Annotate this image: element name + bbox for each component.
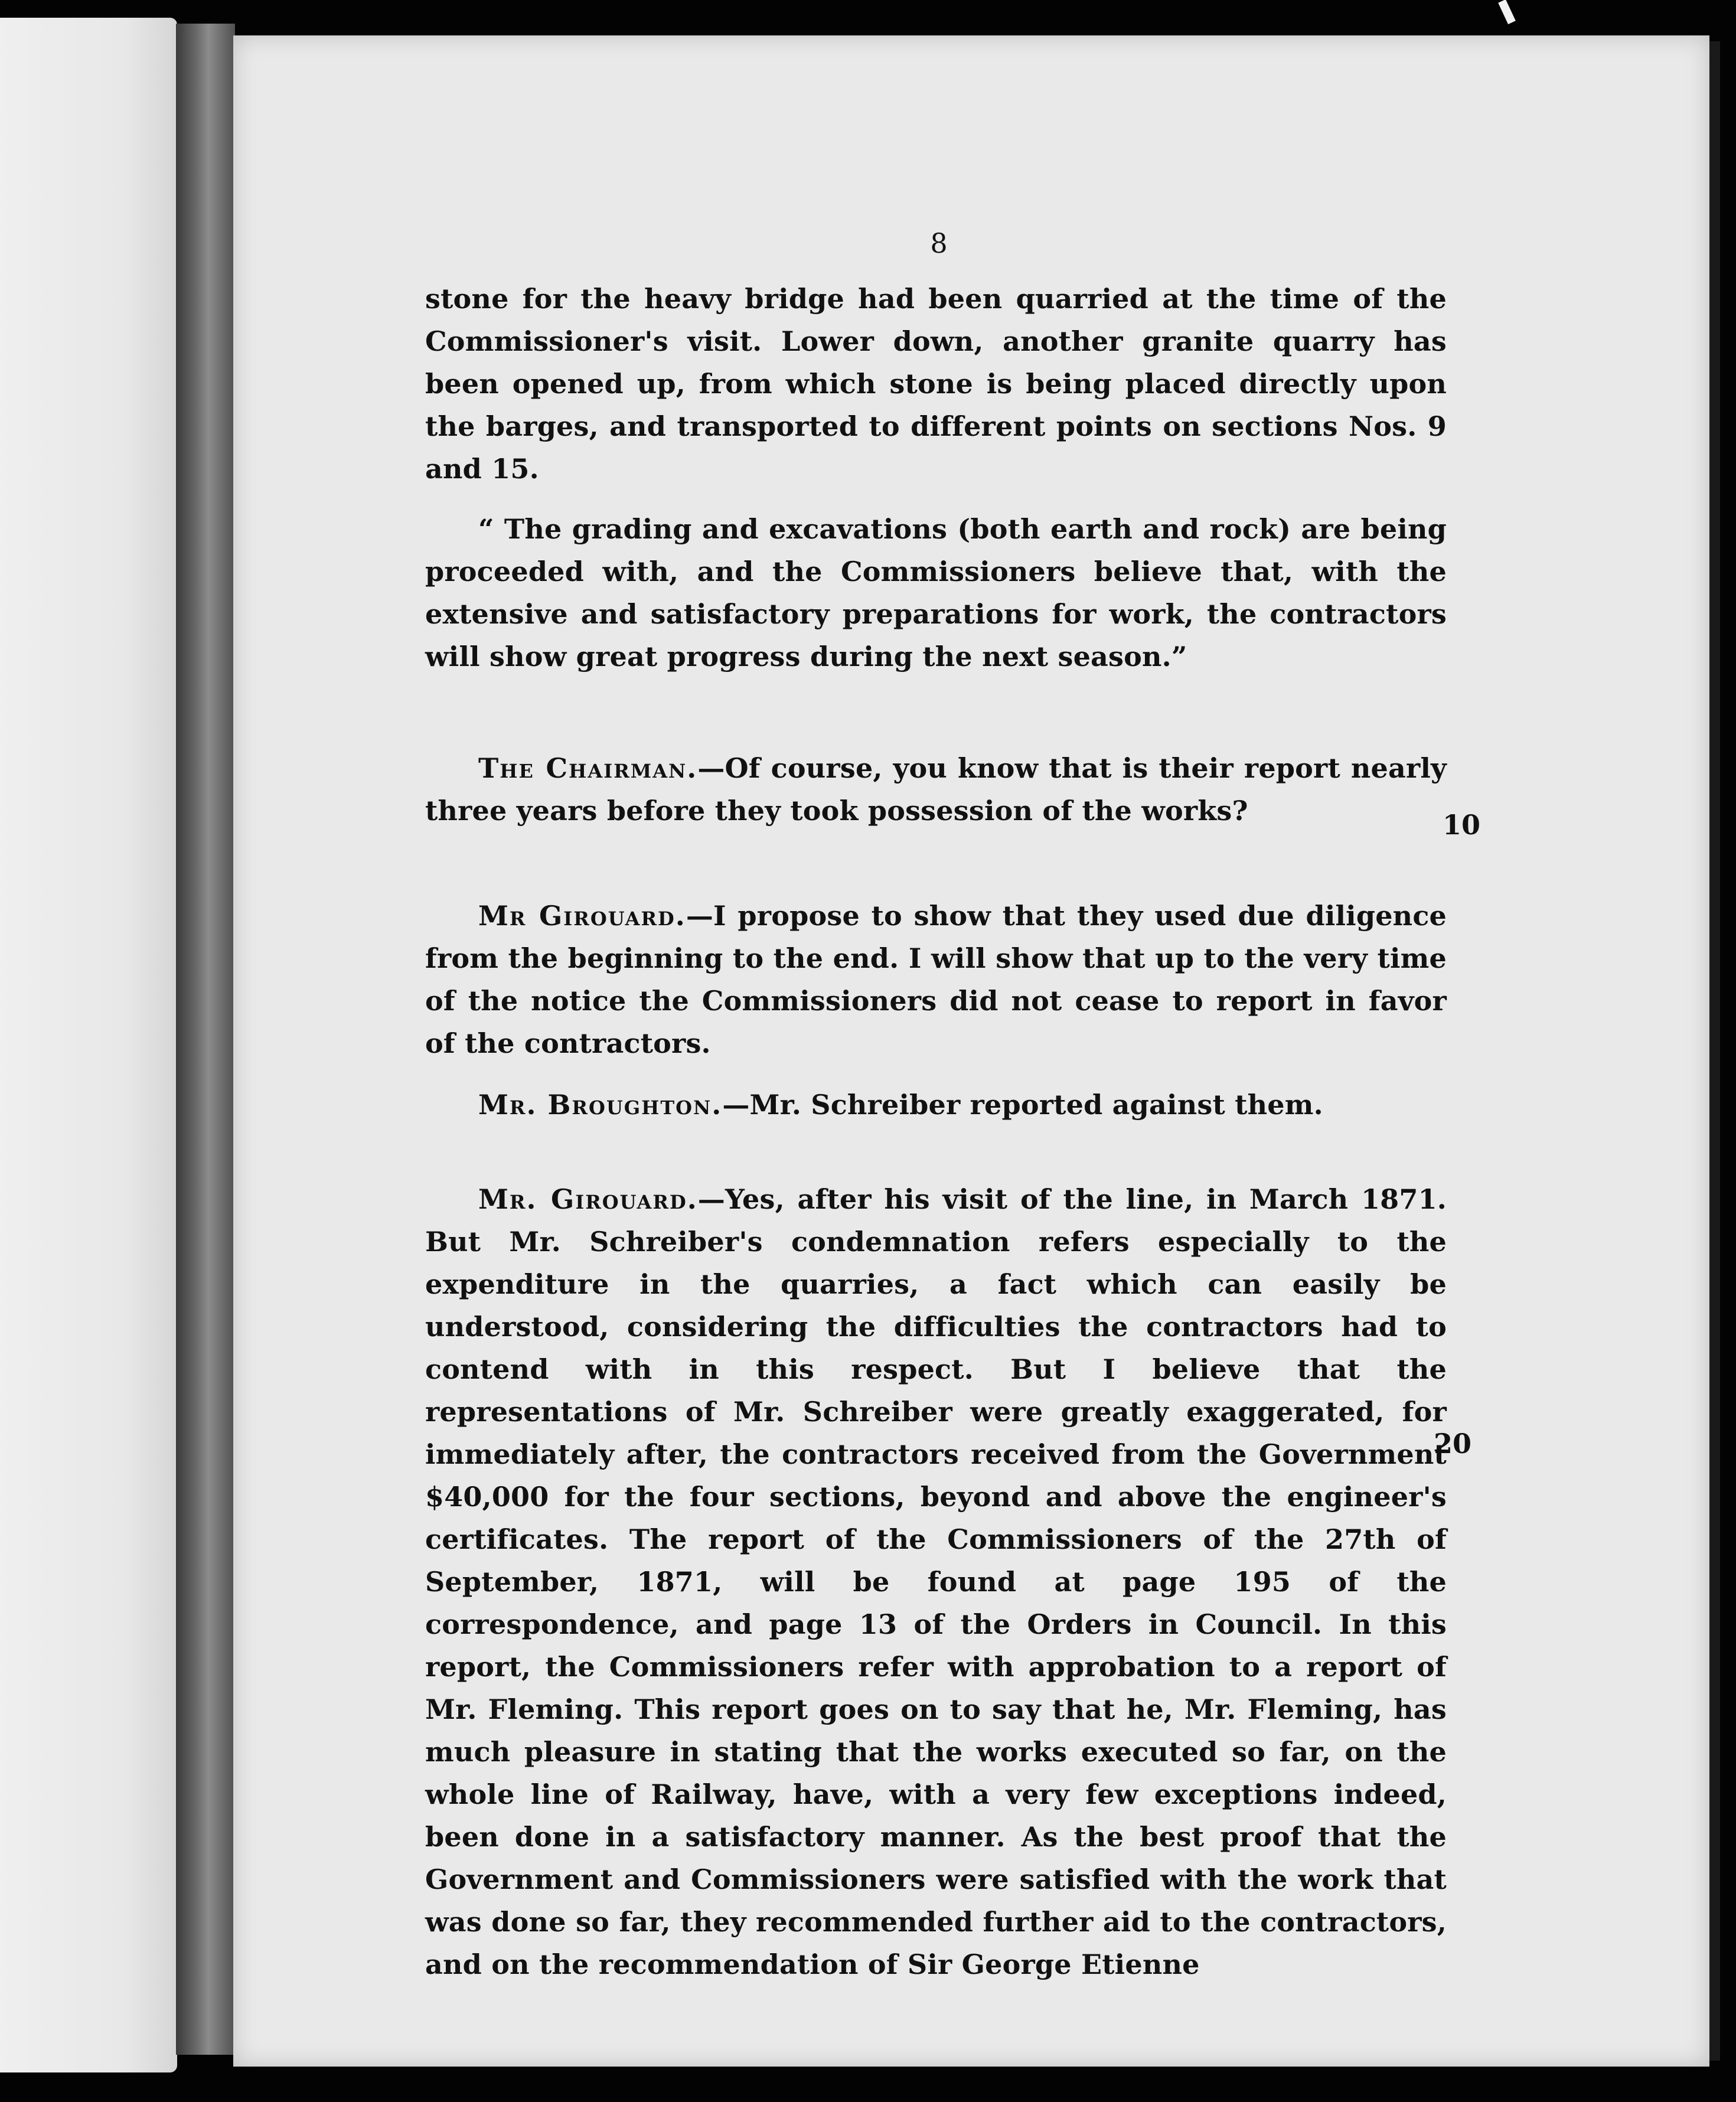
- paragraph-1: [425, 278, 1447, 490]
- line-marker-20: 20: [1433, 1428, 1471, 1460]
- paragraph-4-text: —I propose to show that they used due diligence from the beginning to the end. I will show that up to the very time of the notice the Commissioners did not cease to report in favor of the contractors.: [425, 900, 1447, 1059]
- paragraph-3: [425, 747, 1447, 832]
- speaker-broughton: Mr. Broughton.: [478, 1089, 723, 1121]
- page-right-edge: [1709, 41, 1720, 2061]
- speaker-girouard-2: Mr. Girouard.: [478, 1183, 698, 1215]
- speaker-chairman: The Chairman.: [478, 752, 698, 784]
- paragraph-1-text: stone for the heavy bridge had been quarried at the time of the Commissioner's visit. Lower down, another granite quarry has been opened up, from which stone is being placed directly upon the barges, and transported to different points on sections Nos. 9 and 15.: [425, 283, 1447, 485]
- paragraph-6: [425, 1178, 1447, 1986]
- previous-page-edge: [0, 18, 177, 2072]
- paragraph-2-text: “ The grading and excavations (both earth and rock) are being proceeded with, and the Commissioners believe that, with the extensive and satisfactory preparations for work, the contractors will show great progress during the next season.”: [425, 513, 1447, 673]
- paragraph-4: [425, 895, 1447, 1065]
- page-number: 8: [930, 227, 948, 259]
- paragraph-6-text: —Yes, after his visit of the line, in March 1871. But Mr. Schreiber's condemnation refers especially to the expenditure in the quarries, a fact which can easily be understood, considering the difficulties the contractors had to contend with in this respect. But I believe that the representations of Mr. Schreiber were greatly exaggerated, for immediately after, the contractors received from the Government $40,000 for the four sections, beyond and above the engineer's certificates. The report of the Commissioners of the 27th of September, 1871, will be found at page 195 of the correspondence, and page 13 of the Orders in Council. In this report, the Commissioners refer with approbation to a report of Mr. Fleming. This report goes on to say that he, Mr. Fleming, has much pleasure in stating that the works executed so far, on the whole line of Railway, have, with a very few exceptions indeed, been done in a satisfactory manner. As the best proof that the Government and Commissioners were satisfied with the work that was done so far, they recommended further aid to the contractors, and on the recommendation of Sir George Etienne: [425, 1183, 1447, 1980]
- book-spine: [176, 24, 235, 2055]
- paragraph-5: [425, 1083, 1447, 1126]
- paragraph-2: [425, 508, 1447, 678]
- paragraph-3-text: —Of course, you know that is their report nearly three years before they took possession of the works?: [425, 752, 1447, 827]
- speaker-girouard: Mr Girouard.: [478, 900, 686, 932]
- paragraph-5-text: —Mr. Schreiber reported against them.: [722, 1089, 1323, 1121]
- line-marker-10: 10: [1442, 809, 1480, 841]
